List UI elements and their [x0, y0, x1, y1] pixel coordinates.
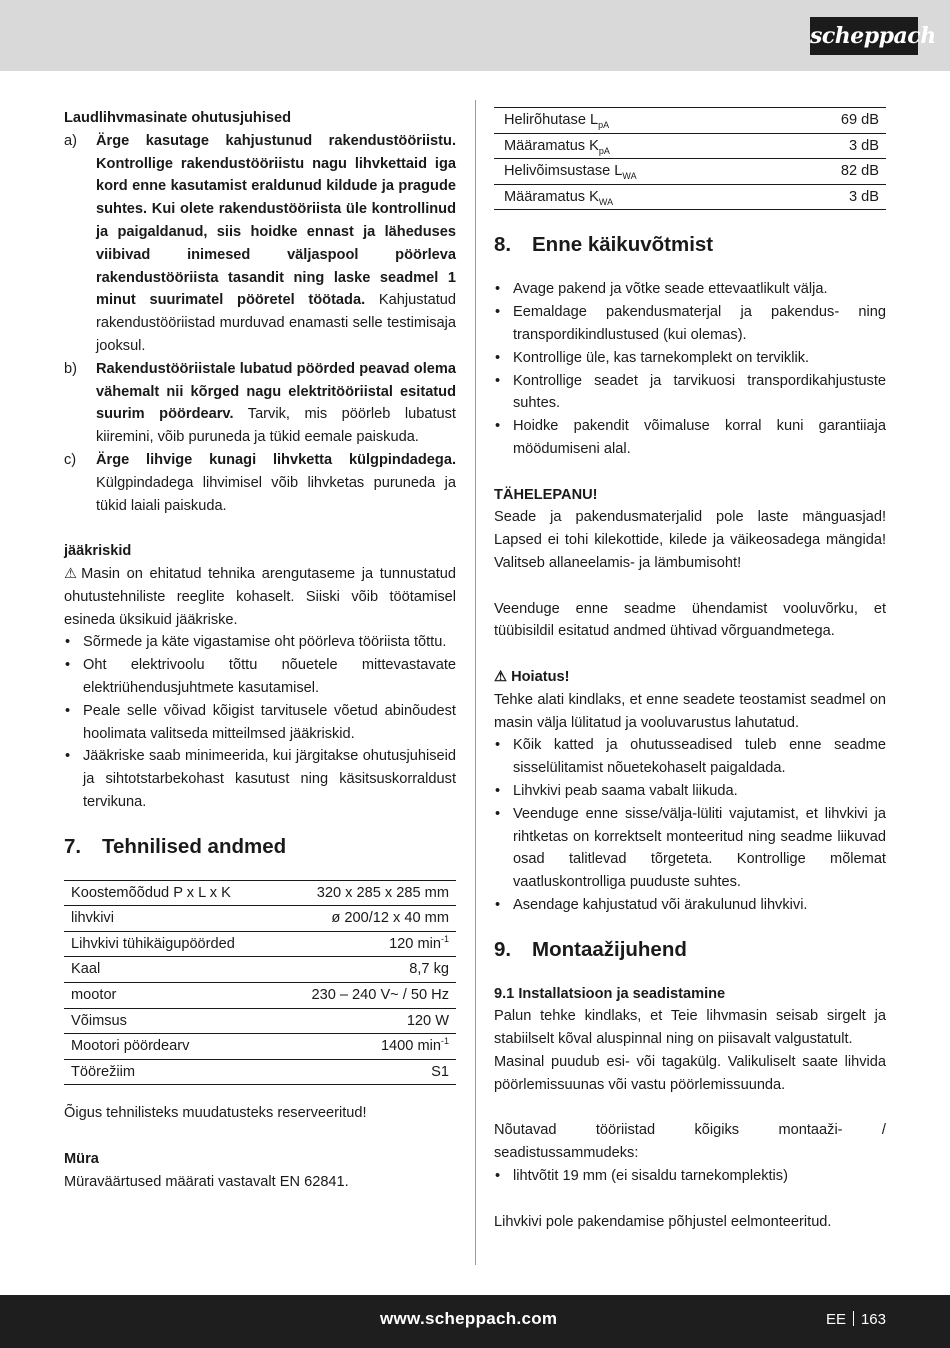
spec-value: 120 W [276, 1008, 456, 1034]
noise-label: Määramatus $K_{pA}$ [494, 133, 785, 159]
left-column [64, 107, 456, 1194]
separator [853, 1311, 854, 1326]
scheppach-logo: scheppach [810, 17, 918, 55]
install-paragraph-2: Masinal puudub esi- või tagakülg. Valikuliselt saate lihvida pöörlemissuunas või vastu pöörlemissuunda. [494, 1054, 886, 1093]
item-normal-text: Kahjustatud rakendustööriistad murduvad enamasti selle testimisaja jooksul. [96, 292, 456, 354]
warning-list [494, 734, 886, 916]
item-body [96, 130, 456, 358]
section-number: 8. [494, 233, 512, 257]
noise-value: 3 dB [785, 133, 886, 159]
list-item: • Sõrmede ja käte vigastamise oht pöörleva tööriista tõttu. [64, 631, 456, 654]
table-row [64, 983, 456, 1009]
section-title: Montaažijuhend [532, 937, 687, 961]
spec-label: Lihvkivi tühikäigupöörded [64, 931, 276, 957]
section-title: Tehnilised andmed [102, 834, 287, 858]
section-7-heading [64, 834, 456, 860]
final-note: Lihvkivi pole pakendamise põhjustel eelmonteeritud. [494, 1213, 832, 1230]
spec-label: Koostemõõdud P x L x K [64, 880, 276, 906]
section-number: 7. [64, 834, 82, 858]
spec-value: 1400 $\min^{-1}$ [276, 1034, 456, 1060]
safety-title: Laudlihvmasinate ohutusjuhised [64, 110, 292, 126]
item-body [96, 449, 456, 517]
spec-value: S1 [276, 1059, 456, 1085]
noise-value: 3 dB [785, 184, 886, 210]
table-row [494, 108, 886, 134]
safety-item-a [64, 130, 456, 358]
table-row [64, 880, 456, 906]
list-item: • lihtvõtit 19 mm (ei sisaldu tarnekomplektis) [494, 1165, 886, 1188]
residual-title: jääkriskid [64, 543, 132, 560]
list-item: • Avage pakend ja võtke seade ettevaatlikult välja. [494, 278, 886, 301]
table-row [64, 1008, 456, 1034]
noise-label: Määramatus $K_{WA}$ [494, 184, 785, 210]
spec-value: ø 200/12 x 40 mm [276, 906, 456, 932]
install-paragraph-1: Palun tehke kindlaks, et Teie lihvmasin seisab sirgelt ja stabiilselt kõval aluspinnal ning on piisavalt valgustatult. [494, 1008, 886, 1048]
table-row [494, 159, 886, 185]
section-8-heading [494, 232, 886, 258]
residual-list [64, 631, 456, 813]
table-row [64, 1034, 456, 1060]
tools-list [494, 1165, 886, 1188]
page-number: 163 [860, 1311, 886, 1328]
section-title: Enne käikuvõtmist [532, 233, 714, 257]
attention-text: Seade ja pakendusmaterjalid pole laste mänguasjad! Lapsed ei tohi kilekottide, kilede ja väikeosadega mängida! Valitseb allaneelamis- ja lämbumisoht! [494, 509, 886, 571]
table-row [64, 931, 456, 957]
table-row [64, 1059, 456, 1085]
item-label: a) [64, 132, 77, 149]
residual-intro [64, 563, 456, 631]
item-normal-text: Tarvik, mis pöörleb lubatust kiiremini, võib puruneda ja tükid eemale paiskuda. [96, 406, 456, 446]
commissioning-list [494, 278, 886, 460]
list-item: • Hoidke pakendit võimaluse korral kuni garantiiaja möödumiseni alal. [494, 415, 886, 461]
spec-value: 120 $\min^{-1}$ [276, 931, 456, 957]
column-divider [475, 100, 476, 1265]
list-item: • Veenduge enne sisse/välja-lüliti vajutamist, et lihvkivi ja rihtketas on korrektselt monteeritud ning seadme liikuvad osad talitlevad tõrgeteta. Kontrollige mõlemat vaatluskontrolliga puuduste suhtes. [494, 803, 886, 894]
item-bold-text: Rakendustööriistale lubatud pöörded peavad olema vähemalt nii kõrged nagu elektritööriistal esitatud suurim pöördearv. [96, 360, 456, 423]
install-title: 9.1 Installatsioon ja seadistamine [494, 985, 726, 1002]
list-item: • Asendage kahjustatud või ärakulunud lihvkivi. [494, 894, 886, 917]
page-indicator [826, 1309, 886, 1332]
attention-title: TÄHELEPANU! [494, 486, 598, 503]
right-column [494, 107, 886, 1233]
header-bar [0, 0, 950, 71]
changes-note: Õigus tehnilisteks muudatusteks reserveeritud! [64, 1105, 367, 1122]
spec-label: Võimsus [64, 1008, 276, 1034]
spec-value: 230 – 240 V~ / 50 Hz [276, 983, 456, 1009]
item-bold-text: Ärge kasutage kahjustunud rakendustööriistu. Kontrollige rakendustööriistu nagu lihvkettaid iga kord enne kasutamist eraldunud kildude ja pragude suhtes. Kui olete rakendustööriista üle kontrollinud ja paigaldanud, siis hoidke ennast ja läheduses viibivad inimesed väljaspool pöörleva rakendustööriista tasandit ning laske seadmel 1 minut suurimatel pööretel töötada. [96, 132, 456, 309]
item-bold-text: Ärge lihvige kunagi lihvketta külgpindadega. [96, 451, 456, 468]
spec-label: Töörežiim [64, 1059, 276, 1085]
noise-text: Müraväärtused määrati vastavalt EN 62841. [64, 1173, 349, 1190]
warning-triangle-icon: ⚠ [494, 668, 508, 685]
spec-label: lihvkivi [64, 906, 276, 932]
noise-label: Helirõhutase $L_{pA}$ [494, 108, 785, 134]
list-item: • Kontrollige üle, kas tarnekomplekt on terviklik. [494, 347, 886, 370]
list-item: • Kontrollige seadet ja tarvikuosi transpordikahjustuste suhtes. [494, 370, 886, 416]
table-row [64, 957, 456, 983]
section-9-heading [494, 937, 886, 963]
noise-value: 69 dB [785, 108, 886, 134]
list-item: • Oht elektrivoolu tõttu nõuetele mittevastavate elektriühendusjuhtmete kasutamisel. [64, 654, 456, 700]
noise-value: 82 dB [785, 159, 886, 185]
noise-label: Helivõimsustase $L_{WA}$ [494, 159, 785, 185]
item-label: c) [64, 451, 77, 468]
spec-value: 320 x 285 x 285 mm [276, 880, 456, 906]
tools-text: Nõutavad tööriistad kõigiks montaaži- / seadistussammudeks: [494, 1122, 886, 1162]
list-item: • Peale selle võivad kõigist tarvitusele võetud abinõudest hoolimata valitseda mitteilmsed jääkriskid. [64, 700, 456, 746]
warning-triangle-icon: ⚠ [64, 565, 78, 582]
noise-title: Müra [64, 1151, 99, 1168]
language-code: EE [825, 1311, 846, 1328]
residual-intro-text: Masin on ehitatud tehnika arengutaseme ja tunnustatud ohutustehniliste reeglite kohaselt. Siiski võib töötamisel esineda üksikuid jääkriske. [64, 565, 456, 628]
footer-bar [0, 1295, 950, 1348]
section-number: 9. [494, 937, 512, 961]
spec-label: mootor [64, 983, 276, 1009]
safety-item-b [64, 358, 456, 449]
warning-heading [494, 666, 886, 689]
item-label: b) [64, 360, 77, 377]
warning-title: Hoiatus! [511, 668, 570, 685]
table-row [494, 133, 886, 159]
list-item: • Jääkriske saab minimeerida, kui järgitakse ohutusjuhiseid ja sihtotstarbekohast kasutust ning käsitsuskorraldust tervikuna. [64, 745, 456, 813]
table-row [494, 184, 886, 210]
list-item: • Kõik katted ja ohutusseadised tuleb enne seadme sisselülitamist nõuetekohaselt paigaldada. [494, 734, 886, 780]
table-row [64, 906, 456, 932]
safety-item-c [64, 449, 456, 517]
spec-label: Mootori pöördearv [64, 1034, 276, 1060]
specs-table [64, 880, 456, 1086]
item-normal-text: Külgpindadega lihvimisel võib lihvketas puruneda ja tükid laiali paiskuda. [96, 474, 456, 514]
spec-value: 8,7 kg [276, 957, 456, 983]
noise-table [494, 107, 886, 210]
mains-text: Veenduge enne seadme ühendamist vooluvõrku, et tüübisildil esitatud andmed ühtivad võrguandmetega. [494, 600, 886, 640]
footer-url: www.scheppach.com [380, 1309, 558, 1328]
list-item: • Eemaldage pakendusmaterjal ja pakendus- ning transpordikindlustused (kui olemas). [494, 301, 886, 347]
spec-label: Kaal [64, 957, 276, 983]
item-body [96, 358, 456, 449]
warning-text: Tehke alati kindlaks, et enne seadete teostamist seadmel on masin välja lülitatud ja vooluvarustus lahutatud. [494, 691, 886, 731]
list-item: • Lihvkivi peab saama vabalt liikuda. [494, 780, 886, 803]
